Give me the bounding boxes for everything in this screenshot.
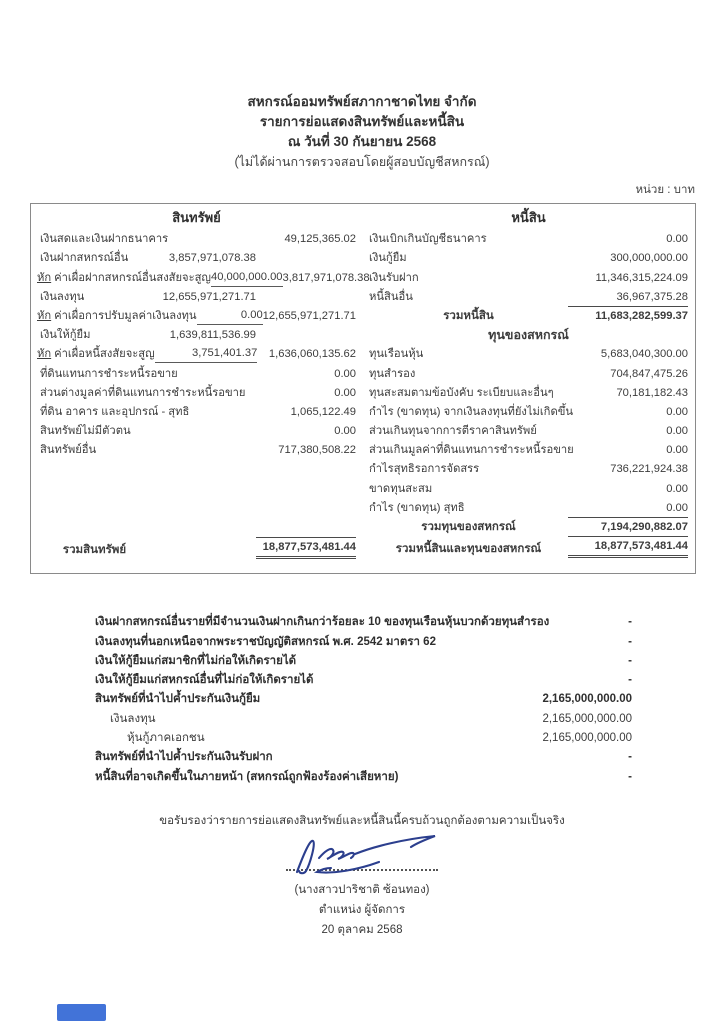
row-sub-amount: 3,857,971,078.38 — [168, 252, 256, 265]
row-main-amount: 0.00 — [334, 386, 356, 399]
table-row — [369, 248, 688, 267]
row-label: กำไร (ขาดทุน) สุทธิ — [369, 501, 465, 514]
audit-note: (ไม่ได้ผ่านการตรวจสอบโดยผู้สอบบัญชีสหกรณ์) — [234, 155, 490, 169]
table-row — [369, 440, 688, 459]
row-main-amount: 1,065,122.49 — [290, 405, 356, 418]
note-row — [95, 651, 632, 670]
row-label — [37, 441, 152, 459]
signature-block — [0, 826, 724, 940]
table-row — [37, 229, 356, 248]
row-amount: 36,967,375.28 — [616, 290, 688, 303]
row-label: กำไร (ขาดทุน) จากเงินลงทุนที่ยังไม่เกิดขึ้น — [369, 405, 574, 418]
row-label: รวมหนี้สิน — [443, 309, 494, 322]
assets-total-amount: 18,877,573,481.44 — [256, 537, 356, 559]
row-amount: 18,877,573,481.44 — [568, 536, 688, 558]
signature-date: 20 ตุลาคม 2568 — [321, 924, 403, 936]
table-row — [369, 344, 688, 363]
row-sub-amount: 40,000,000.00 — [211, 268, 283, 287]
row-label — [37, 345, 155, 363]
row-amount: 0.00 — [666, 233, 688, 246]
assets-column-header: สินทรัพย์ — [172, 210, 221, 225]
deduction-prefix: หัก — [37, 309, 52, 322]
row-label: ส่วนเกินทุนจากการตีราคาสินทรัพย์ — [369, 425, 537, 438]
table-row — [37, 325, 356, 344]
row-sub-amount: 12,655,971,271.71 — [162, 290, 256, 303]
row-label-text: สินทรัพย์อื่น — [40, 444, 97, 457]
note-label: สินทรัพย์ที่นำไปค้ำประกันเงินรับฝาก — [95, 751, 273, 764]
row-label-text: เงินให้กู้ยืม — [40, 329, 91, 342]
assets-column — [31, 204, 370, 573]
balance-sheet-table — [30, 203, 696, 574]
table-row — [37, 267, 370, 286]
row-label — [37, 288, 152, 306]
table-row — [37, 363, 356, 382]
row-amount: 0.00 — [666, 405, 688, 418]
table-row — [369, 517, 688, 536]
liabilities-rows — [369, 229, 688, 558]
note-value: - — [628, 751, 632, 764]
notes-rows — [95, 612, 632, 786]
signer-name: (นางสาวปาริชาติ ซ้อนทอง) — [294, 884, 430, 896]
row-label — [37, 365, 178, 383]
row-sub-amount: 1,639,811,536.99 — [169, 329, 256, 342]
note-label: หุ้นกู้ภาคเอกชน — [127, 732, 205, 745]
row-main-amount: 3,817,971,078.38 — [282, 271, 370, 284]
row-amount: 0.00 — [666, 444, 688, 457]
row-label — [37, 326, 152, 344]
row-label: เงินกู้ยืม — [369, 252, 407, 265]
statement-date: ณ วันที่ 30 กันยายน 2568 — [287, 134, 437, 149]
signature-image — [267, 826, 457, 878]
table-row — [369, 536, 688, 558]
certification-statement: ขอรับรองว่ารายการย่อแสดงสินทรัพย์และหนี้สินนี้ครบถ้วนถูกต้องตามความเป็นจริง — [159, 815, 565, 827]
row-label — [37, 307, 197, 325]
table-row — [37, 306, 356, 325]
row-label — [37, 403, 189, 421]
row-label — [37, 384, 245, 402]
liabilities-column — [363, 204, 695, 573]
row-label: กำไรสุทธิรอการจัดสรร — [369, 463, 480, 476]
table-row — [369, 402, 688, 421]
note-label: สินทรัพย์ที่นำไปค้ำประกันเงินกู้ยืม — [95, 693, 261, 706]
row-label: หนี้สินอื่น — [369, 290, 413, 303]
row-amount: 0.00 — [666, 482, 688, 495]
deduction-prefix: หัก — [37, 271, 52, 284]
document-header — [0, 92, 724, 172]
note-value: - — [628, 635, 632, 648]
liabilities-column-header: หนี้สิน — [511, 210, 546, 225]
row-sub-amount: 0.00 — [197, 306, 263, 325]
table-row — [369, 306, 688, 325]
note-row — [95, 670, 632, 689]
row-amount: 0.00 — [666, 501, 688, 514]
row-label: รวมหนี้สินและทุนของสหกรณ์ — [395, 543, 542, 555]
row-amount: 7,194,290,882.07 — [568, 517, 688, 536]
row-amount: 300,000,000.00 — [610, 252, 688, 265]
row-amount: 704,847,475.26 — [610, 367, 688, 380]
row-label — [37, 249, 152, 267]
note-row — [95, 708, 632, 727]
table-row — [369, 383, 688, 402]
note-row — [95, 631, 632, 650]
row-label-text: ที่ดินแทนการชำระหนี้รอขาย — [40, 367, 178, 380]
row-label — [37, 422, 152, 440]
row-amount: 736,221,924.38 — [610, 463, 688, 476]
row-main-amount: 717,380,508.22 — [278, 444, 356, 457]
row-main-amount: 0.00 — [334, 367, 356, 380]
row-sub-amount: 3,751,401.37 — [155, 344, 258, 363]
note-label: เงินให้กู้ยืมแก่สมาชิกที่ไม่ก่อให้เกิดรายได้ — [95, 654, 297, 667]
row-label: เงินเบิกเกินบัญชีธนาคาร — [369, 233, 487, 246]
table-row — [37, 287, 356, 306]
signer-position: ตำแหน่ง ผู้จัดการ — [318, 904, 406, 916]
row-label-text: สินทรัพย์ไม่มีตัวตน — [40, 425, 131, 438]
row-label: รวมทุนของสหกรณ์ — [421, 521, 516, 533]
note-value: - — [628, 654, 632, 667]
assets-rows — [37, 229, 370, 459]
row-label: ทุนของสหกรณ์ — [488, 328, 569, 343]
row-label-text: ค่าเผื่อการปรับมูลค่าเงินลงทุน — [54, 309, 197, 322]
row-label-text: เงินลงทุน — [40, 290, 85, 303]
note-value: 2,165,000,000.00 — [542, 693, 632, 706]
table-row — [369, 363, 688, 382]
note-row — [95, 689, 632, 708]
table-row — [37, 402, 356, 421]
table-row — [369, 478, 688, 497]
row-label-text: ค่าเผื่อหนี้สงสัยจะสูญ — [54, 348, 155, 361]
note-label: เงินให้กู้ยืมแก่สหกรณ์อื่นที่ไม่ก่อให้เกิดรายได้ — [95, 674, 314, 687]
row-amount: 11,346,315,224.09 — [595, 271, 688, 284]
row-label: ขาดทุนสะสม — [369, 482, 433, 495]
row-main-amount: 49,125,365.02 — [284, 233, 356, 246]
row-label: ทุนสำรอง — [369, 367, 416, 380]
row-label-text: เงินฝากสหกรณ์อื่น — [40, 252, 129, 265]
row-label: ทุนสะสมตามข้อบังคับ ระเบียบและอื่นๆ — [369, 386, 554, 399]
table-row — [369, 459, 688, 478]
note-row — [95, 766, 632, 785]
row-label-text: ที่ดิน อาคาร และอุปกรณ์ - สุทธิ — [40, 405, 190, 418]
note-label: เงินลงทุนที่นอกเหนือจากพระราชบัญญัติสหกรณ์ พ.ศ. 2542 มาตรา 62 — [95, 635, 436, 648]
table-row — [37, 344, 356, 363]
assets-total-label: รวมสินทรัพย์ — [62, 544, 127, 556]
table-row — [37, 383, 356, 402]
note-value: - — [628, 770, 632, 783]
table-row — [369, 325, 688, 344]
note-row — [95, 728, 632, 747]
row-amount: 0.00 — [666, 425, 688, 438]
row-label: ส่วนเกินมูลค่าที่ดินแทนการชำระหนี้รอขาย — [369, 444, 574, 457]
note-value: - — [628, 674, 632, 687]
note-value: 2,165,000,000.00 — [542, 712, 632, 725]
assets-total-row — [37, 537, 356, 559]
row-amount: 5,683,040,300.00 — [600, 348, 688, 361]
table-row — [37, 421, 356, 440]
note-value: - — [628, 616, 632, 629]
row-label-text: ค่าเผื่อฝากสหกรณ์อื่นสงสัยจะสูญ — [54, 271, 211, 284]
table-row — [369, 498, 688, 517]
row-main-amount: 12,655,971,271.71 — [262, 309, 356, 322]
note-row — [95, 747, 632, 766]
note-label: เงินลงทุน — [110, 712, 156, 725]
deduction-prefix: หัก — [37, 348, 52, 361]
unit-label: หน่วย : บาท — [635, 184, 695, 196]
row-label: ทุนเรือนหุ้น — [369, 348, 424, 361]
table-row — [37, 248, 356, 267]
row-label-text: เงินสดและเงินฝากธนาคาร — [40, 233, 169, 246]
row-label-text: ส่วนต่างมูลค่าที่ดินแทนการชำระหนี้รอขาย — [40, 386, 246, 399]
row-main-amount: 1,636,060,135.62 — [268, 348, 356, 361]
row-label — [37, 230, 168, 248]
blue-marker — [57, 1004, 106, 1021]
row-amount: 11,683,282,599.37 — [568, 306, 688, 325]
note-value: 2,165,000,000.00 — [542, 732, 632, 745]
row-label — [37, 269, 211, 287]
table-row — [369, 421, 688, 440]
row-label: เงินรับฝาก — [369, 271, 419, 284]
note-row — [95, 612, 632, 631]
org-name: สหกรณ์ออมทรัพย์สภากาชาดไทย จำกัด — [247, 94, 477, 109]
row-amount: 70,181,182.43 — [616, 386, 688, 399]
note-label: หนี้สินที่อาจเกิดขึ้นในภายหน้า (สหกรณ์ถูกฟ้องร้องค่าเสียหาย) — [95, 770, 399, 783]
table-row — [369, 267, 688, 286]
table-row — [37, 440, 356, 459]
statement-title: รายการย่อแสดงสินทรัพย์และหนี้สิน — [259, 114, 465, 129]
table-row — [369, 229, 688, 248]
note-label: เงินฝากสหกรณ์อื่นรายที่มีจำนวนเงินฝากเกินกว่าร้อยละ 10 ของทุนเรือนหุ้นบวกด้วยทุนสำรอง — [95, 616, 550, 629]
table-row — [369, 287, 688, 306]
disclosure-notes — [95, 612, 632, 786]
row-main-amount: 0.00 — [334, 425, 356, 438]
